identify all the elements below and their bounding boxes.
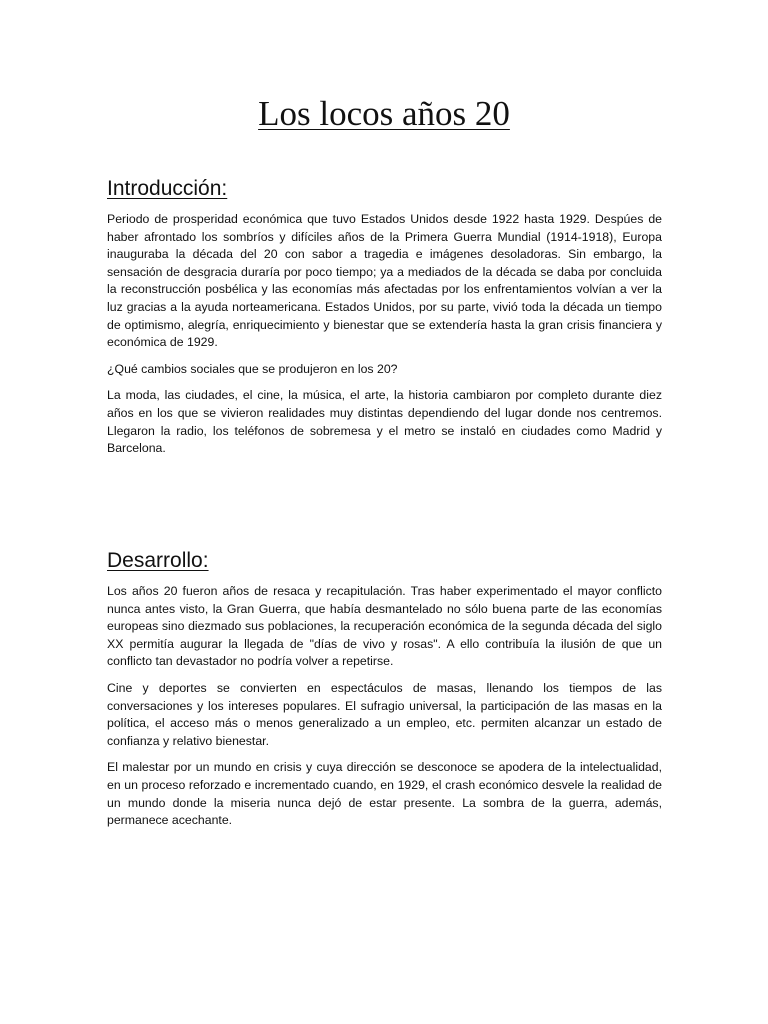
introduction-paragraph: Periodo de prosperidad económica que tuvo Estados Unidos desde 1922 hasta 1929. Despúes de haber afrontado los sombríos y difíciles años de la Primera Guerra Mundial (1914-1918), Europa inauguraba la década del 20 con sabor a tragedia e imágenes desoladoras. Sin embargo, la sensación de desgracia duraría por poco tiempo; ya a mediados de la década se daba por concluida la reconstrucción posbélica y las economías más afectadas por los enfrentamientos volvían a ver la luz gracias a la ayuda norteamericana. Estados Unidos, por su parte, vivió toda la década un tiempo de optimismo, alegría, enriquecimiento y bienestar que se extendería hasta la gran crisis financiera y económica de 1929.	[107, 212, 662, 350]
development-paragraph: Los años 20 fueron años de resaca y recapitulación. Tras haber experimentado el mayor conflicto nunca antes visto, la Gran Guerra, que había desmantelado no sólo buena parte de las economías europeas sino diezmado sus poblaciones, la recuperación económica de la segunda década del siglo XX permitía augurar la llegada de "días de vivo y rosas". A ello contribuía la ilusión de que un conflicto tan devastador no podría volver a repetirse.	[107, 584, 662, 669]
development-section	[107, 547, 662, 839]
document-title: Los locos años 20	[258, 94, 510, 133]
introduction-paragraph: La moda, las ciudades, el cine, la música, el arte, la historia cambiaron por completo durante diez años en los que se vivieron realidades muy distintas dependiendo del lugar donde nos centremos. Llegaron la radio, los teléfonos de sobremesa y el metro se instaló en ciudades como Madrid y Barcelona.	[107, 388, 662, 456]
development-paragraph: Cine y deportes se convierten en espectáculos de masas, llenando los tiempos de las conversaciones y los intereses populares. El sufragio universal, la participación de las masas en la política, el acceso más o menos generalizado a un empleo, etc. permiten alcanzar un estado de confianza y relativo bienestar.	[107, 680, 662, 748]
introduction-question: ¿Qué cambios sociales que se produjeron en los 20?	[107, 361, 398, 376]
development-paragraph: El malestar por un mundo en crisis y cuya dirección se desconoce se apodera de la intelectualidad, en un proceso reforzado e incrementado cuando, en 1929, el crash económico desvele la realidad de un mundo donde la miseria nunca dejó de estar presente. La sombra de la guerra, además, permanece acechante.	[107, 760, 662, 828]
introduction-section	[107, 175, 662, 467]
introduction-heading: Introducción:	[107, 177, 228, 200]
development-heading: Desarrollo:	[107, 549, 209, 572]
